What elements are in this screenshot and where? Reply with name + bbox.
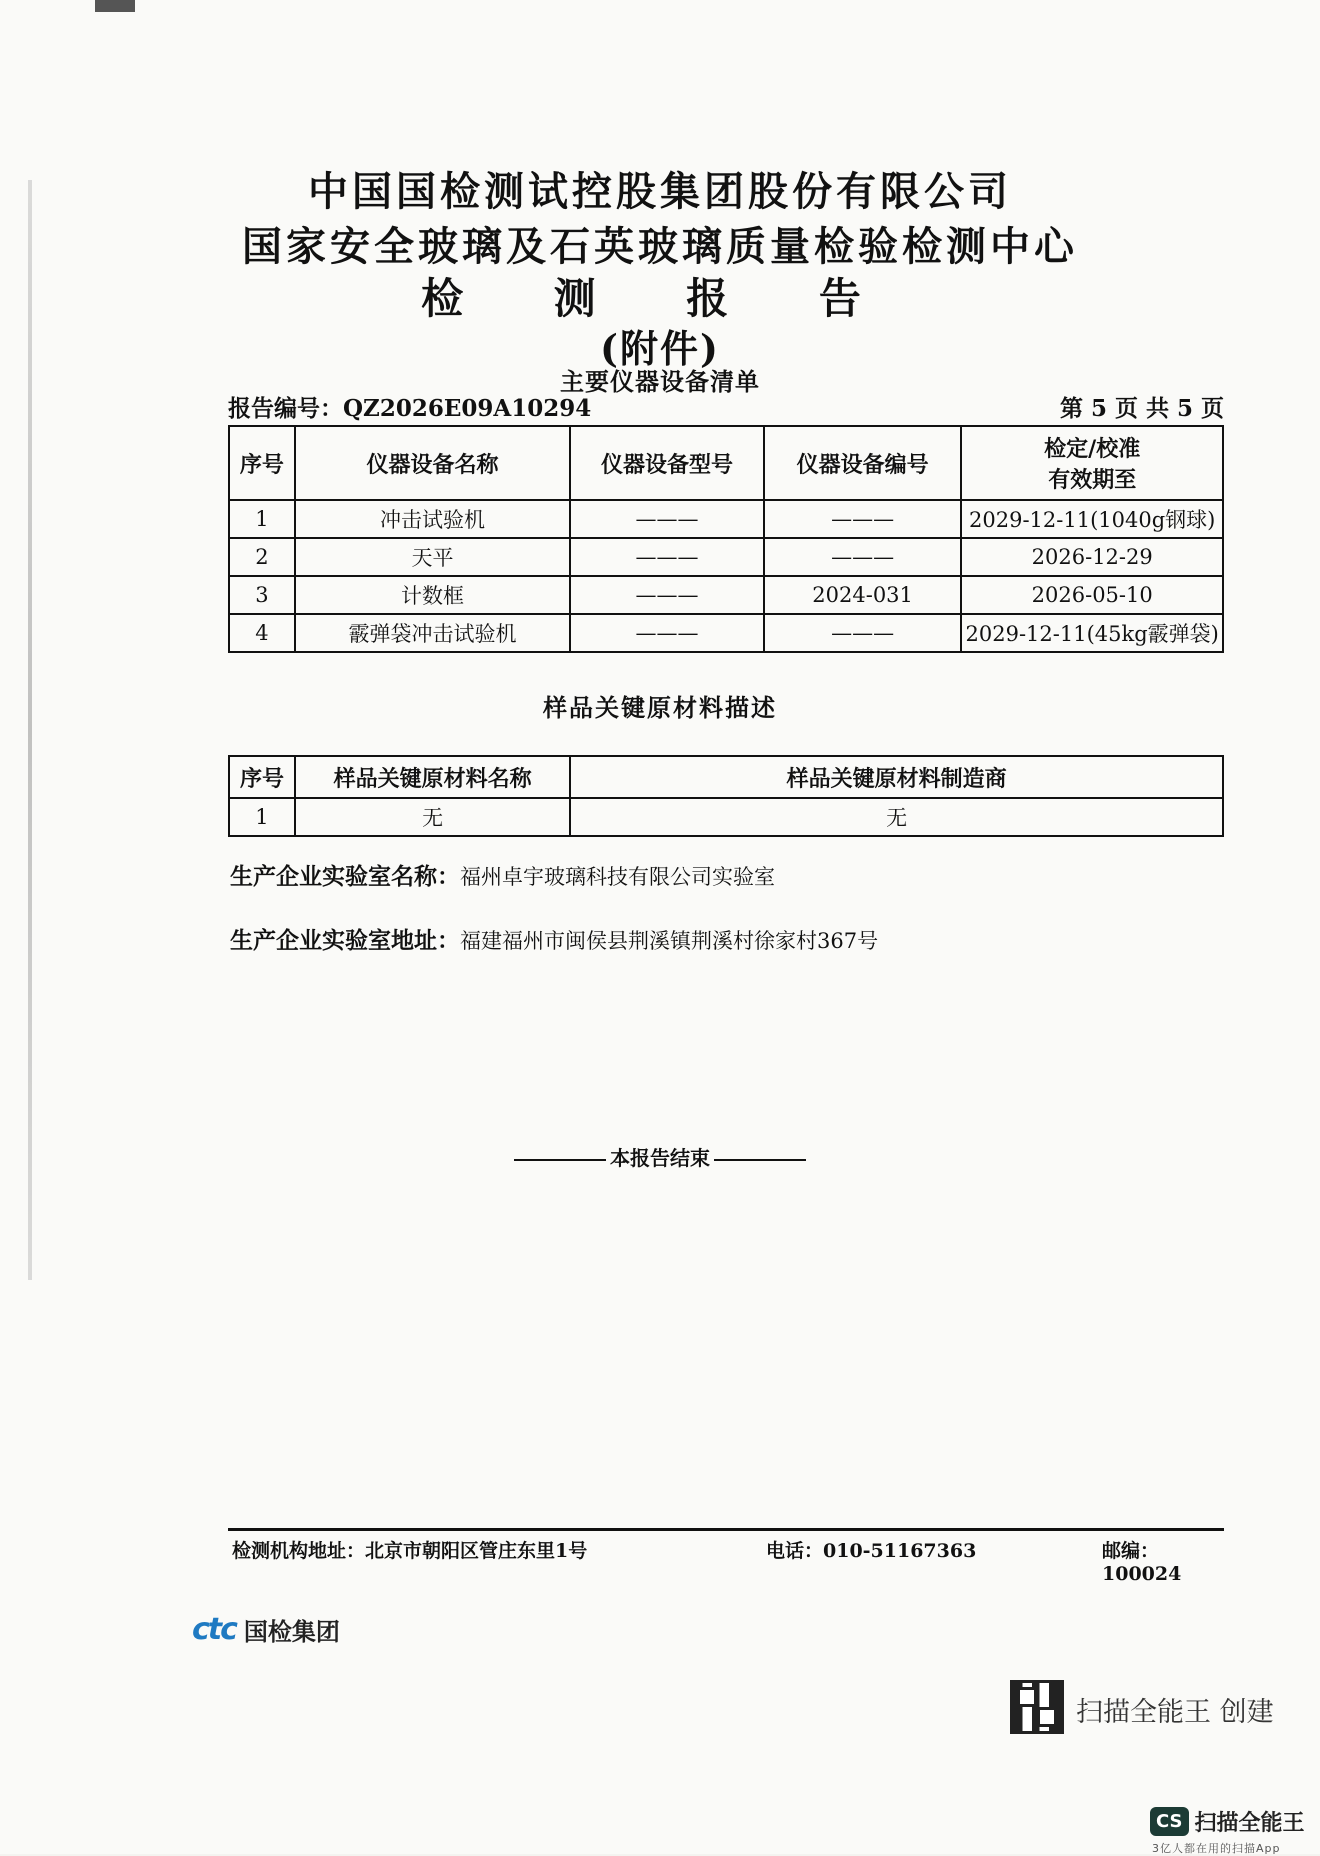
table-row: [229, 500, 1223, 538]
cell: ———: [764, 614, 962, 652]
lab-address-value: 福建福州市闽侯县荆溪镇荆溪村徐家村367号: [460, 929, 879, 953]
col-header: 序号: [229, 426, 295, 500]
col-header: 序号: [229, 756, 295, 798]
ctc-logo: [192, 1612, 340, 1647]
cell: 4: [229, 614, 295, 652]
report-title: 检 测 报 告: [421, 274, 899, 323]
cell: 无: [295, 798, 570, 836]
end-text: 本报告结束: [610, 1146, 710, 1170]
footer-divider: [228, 1528, 1224, 1531]
materials-section-title: 样品关键原材料描述: [543, 693, 777, 722]
page-number: 第 5 页 共 5 页: [1059, 395, 1224, 422]
qr-code-icon: [1010, 1680, 1064, 1734]
center-title: 国家安全玻璃及石英玻璃质量检验检测中心: [242, 223, 1078, 270]
attachment-title: (附件): [600, 326, 720, 371]
cell: 1: [229, 500, 295, 538]
footer-phone: 电话：010-51167363: [766, 1540, 977, 1562]
lab-name-value: 福州卓宇玻璃科技有限公司实验室: [460, 865, 775, 889]
cell: 2: [229, 538, 295, 576]
cell: ———: [764, 538, 962, 576]
col-header: 样品关键原材料名称: [295, 756, 570, 798]
cell: ———: [570, 538, 764, 576]
cell: 冲击试验机: [295, 500, 570, 538]
lab-name-line: [230, 858, 775, 891]
col-header: 样品关键原材料制造商: [570, 756, 1223, 798]
camscanner-name: 扫描全能王: [1194, 1811, 1305, 1836]
lab-name-label: 生产企业实验室名称：: [230, 863, 460, 890]
cell: ———: [570, 576, 764, 614]
cell: ———: [764, 500, 962, 538]
cell: 2024-031: [764, 576, 962, 614]
cell: 天平: [295, 538, 570, 576]
equipment-section-title: 主要仪器设备清单: [560, 367, 760, 396]
footer-address: 检测机构地址：北京市朝阳区管庄东里1号: [232, 1540, 588, 1562]
cell: 1: [229, 798, 295, 836]
materials-table: [228, 755, 1224, 837]
camscanner-badge: [1150, 1806, 1305, 1837]
ctc-logo-mark: ctc: [192, 1612, 236, 1647]
report-meta: [228, 390, 1224, 423]
col-header: 仪器设备名称: [295, 426, 570, 500]
col-header: 仪器设备型号: [570, 426, 764, 500]
cell: 无: [570, 798, 1223, 836]
ctc-logo-name: 国检集团: [243, 1618, 340, 1646]
table-header-row: [229, 756, 1223, 798]
company-title: 中国国检测试控股集团股份有限公司: [308, 168, 1012, 215]
report-end: [0, 1142, 1320, 1171]
table-row: [229, 798, 1223, 836]
cs-logo-icon: CS: [1150, 1807, 1189, 1836]
end-dash-left: [514, 1159, 606, 1161]
cell: 2026-12-29: [961, 538, 1223, 576]
lab-address-line: [230, 922, 878, 955]
cell: 2029-12-11(45kg霰弹袋): [961, 614, 1223, 652]
scan-corner: [95, 0, 135, 12]
cell: 3: [229, 576, 295, 614]
cell: ———: [570, 500, 764, 538]
lab-address-label: 生产企业实验室地址：: [230, 927, 460, 954]
report-number: 报告编号：QZ2026E09A10294: [228, 395, 592, 422]
table-row: [229, 614, 1223, 652]
camscanner-tagline: 3亿人都在用的扫描App: [1152, 1842, 1281, 1855]
equipment-table: [228, 425, 1224, 653]
footer-postcode: 邮编：100024: [1102, 1540, 1182, 1585]
scanner-watermark: 扫描全能王 创建: [1076, 1697, 1274, 1728]
cell: 2029-12-11(1040g钢球): [961, 500, 1223, 538]
end-dash-right: [714, 1159, 806, 1161]
col-header: 检定/校准 有效期至: [961, 426, 1223, 500]
cell: 2026-05-10: [961, 576, 1223, 614]
cell: 计数框: [295, 576, 570, 614]
table-header-row: [229, 426, 1223, 500]
table-row: [229, 576, 1223, 614]
cell: 霰弹袋冲击试验机: [295, 614, 570, 652]
cell: ———: [570, 614, 764, 652]
col-header: 仪器设备编号: [764, 426, 962, 500]
table-row: [229, 538, 1223, 576]
